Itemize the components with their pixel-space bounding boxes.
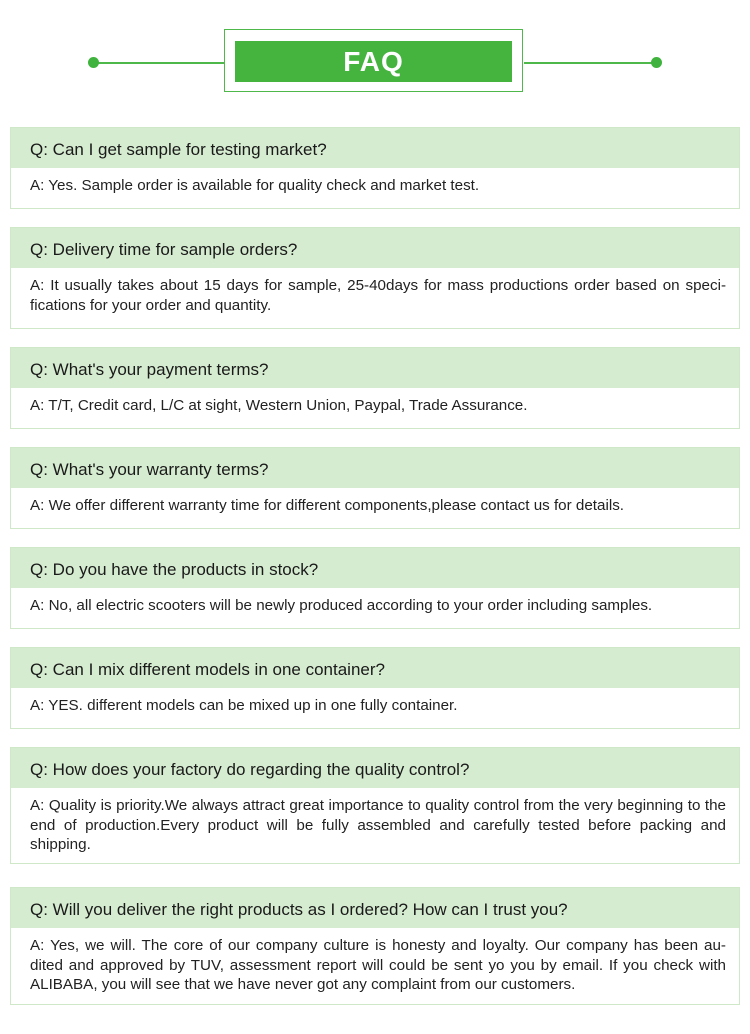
faq-item [10, 227, 740, 329]
faq-item [10, 647, 740, 729]
faq-question: Q: What's your warranty terms? [11, 448, 739, 488]
header-divider-right [524, 62, 656, 64]
faq-answer: A: It usually takes about 15 days for sample, 25-40days for mass productions order based on speci-fications for your order and quantity. [30, 277, 726, 314]
faq-question: Q: Will you deliver the right products as I ordered? How can I trust you? [11, 888, 739, 928]
header-dot-right [651, 57, 662, 68]
faq-item [10, 547, 740, 629]
faq-answer: A: Quality is priority.We always attract great importance to quality control from the very beginning to the end of production.Every product will be fully assembled and carefully tested before packing and shipping. [30, 797, 726, 853]
header-dot-left [88, 57, 99, 68]
faq-item [10, 447, 740, 529]
faq-question: Q: What's your payment terms? [11, 348, 739, 388]
faq-item [10, 127, 740, 209]
faq-answer: A: T/T, Credit card, L/C at sight, Western Union, Paypal, Trade Assurance. [30, 397, 528, 414]
faq-item [10, 747, 740, 864]
faq-question: Q: Can I get sample for testing market? [11, 128, 739, 168]
faq-item [10, 347, 740, 429]
faq-question: Q: Delivery time for sample orders? [11, 228, 739, 268]
header-divider-left [94, 62, 226, 64]
faq-answer: A: No, all electric scooters will be newly produced according to your order including samples. [30, 597, 653, 614]
page-title: FAQ [235, 41, 512, 82]
faq-question: Q: Can I mix different models in one container? [11, 648, 739, 688]
faq-header [0, 0, 750, 110]
faq-answer: A: Yes. Sample order is available for quality check and market test. [30, 177, 480, 194]
faq-answer: A: Yes, we will. The core of our company culture is honesty and loyalty. Our company has been au-dited and approved by TUV, assessment report will could be sent yo you by email. If you check with ALIBABA, you will see that we have never got any complaint from our customers. [30, 937, 726, 993]
faq-answer: A: YES. different models can be mixed up in one fully container. [30, 697, 458, 714]
faq-answer: A: We offer different warranty time for different components,please contact us for details. [30, 497, 625, 514]
faq-item [10, 887, 740, 1005]
faq-question: Q: Do you have the products in stock? [11, 548, 739, 588]
faq-question: Q: How does your factory do regarding the quality control? [11, 748, 739, 788]
